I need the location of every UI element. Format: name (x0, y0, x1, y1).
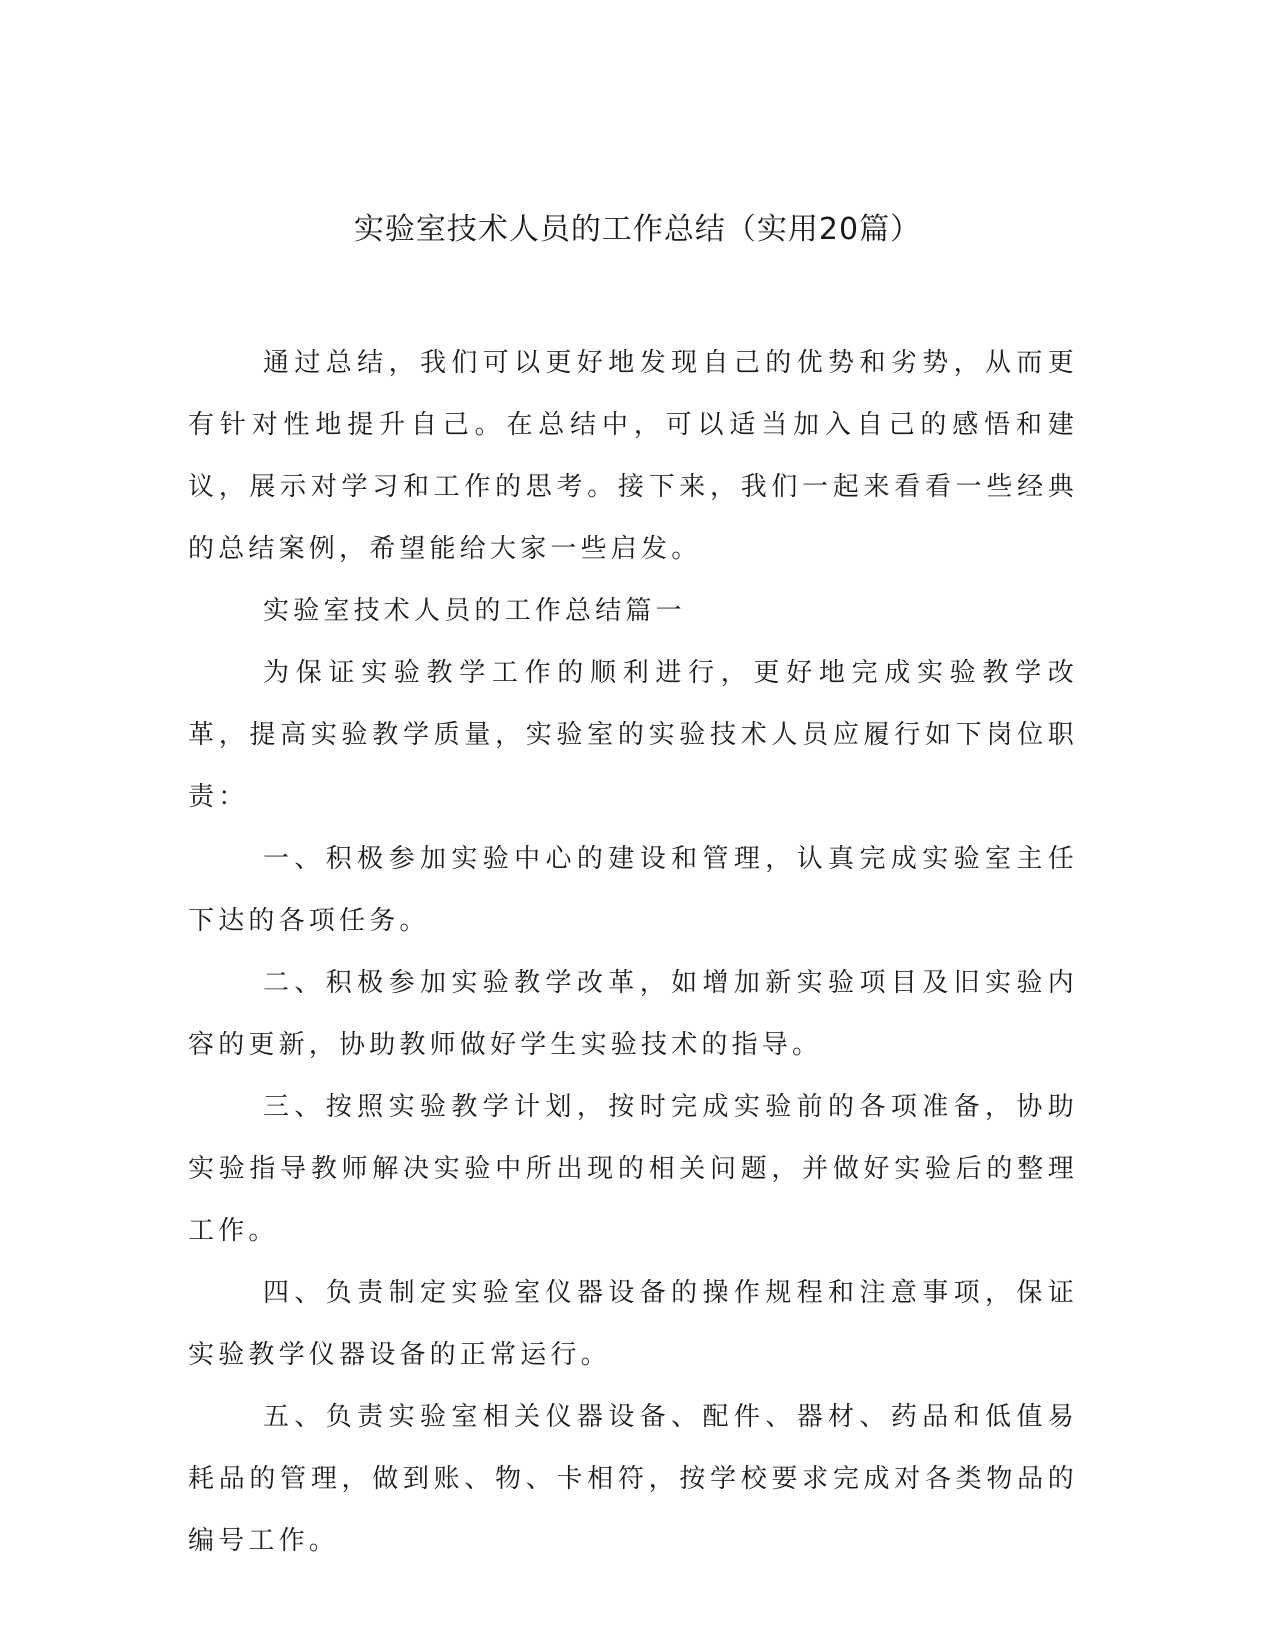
paragraph-item-4: 四、负责制定实验室仪器设备的操作规程和注意事项，保证实验教学仪器设备的正常运行。 (188, 1278, 1078, 1370)
paragraph-preface: 为保证实验教学工作的顺利进行，更好地完成实验教学改革，提高实验教学质量，实验室的实验技术人员应履行如下岗位职责： (188, 658, 1078, 812)
section-heading: 实验室技术人员的工作总结篇一 (263, 596, 686, 626)
document-title: 实验室技术人员的工作总结（实用20篇） (353, 212, 922, 247)
intro-paragraph: 通过总结，我们可以更好地发现自己的优势和劣势，从而更有针对性地提升自己。在总结中，可以适当加入自己的感悟和建议，展示对学习和工作的思考。接下来，我们一起来看看一些经典的总结案例，希望能给大家一些启发。 (188, 348, 1078, 564)
paragraph-item-3: 三、按照实验教学计划，按时完成实验前的各项准备，协助实验指导教师解决实验中所出现的相关问题，并做好实验后的整理工作。 (188, 1092, 1078, 1246)
paragraph-item-5: 五、负责实验室相关仪器设备、配件、器材、药品和低值易耗品的管理，做到账、物、卡相符，按学校要求完成对各类物品的编号工作。 (188, 1402, 1078, 1556)
paragraph-item-1: 一、积极参加实验中心的建设和管理，认真完成实验室主任下达的各项任务。 (188, 844, 1078, 936)
document-body (188, 332, 1078, 1572)
paragraph-item-2: 二、积极参加实验教学改革，如增加新实验项目及旧实验内容的更新，协助教师做好学生实验技术的指导。 (188, 968, 1078, 1060)
